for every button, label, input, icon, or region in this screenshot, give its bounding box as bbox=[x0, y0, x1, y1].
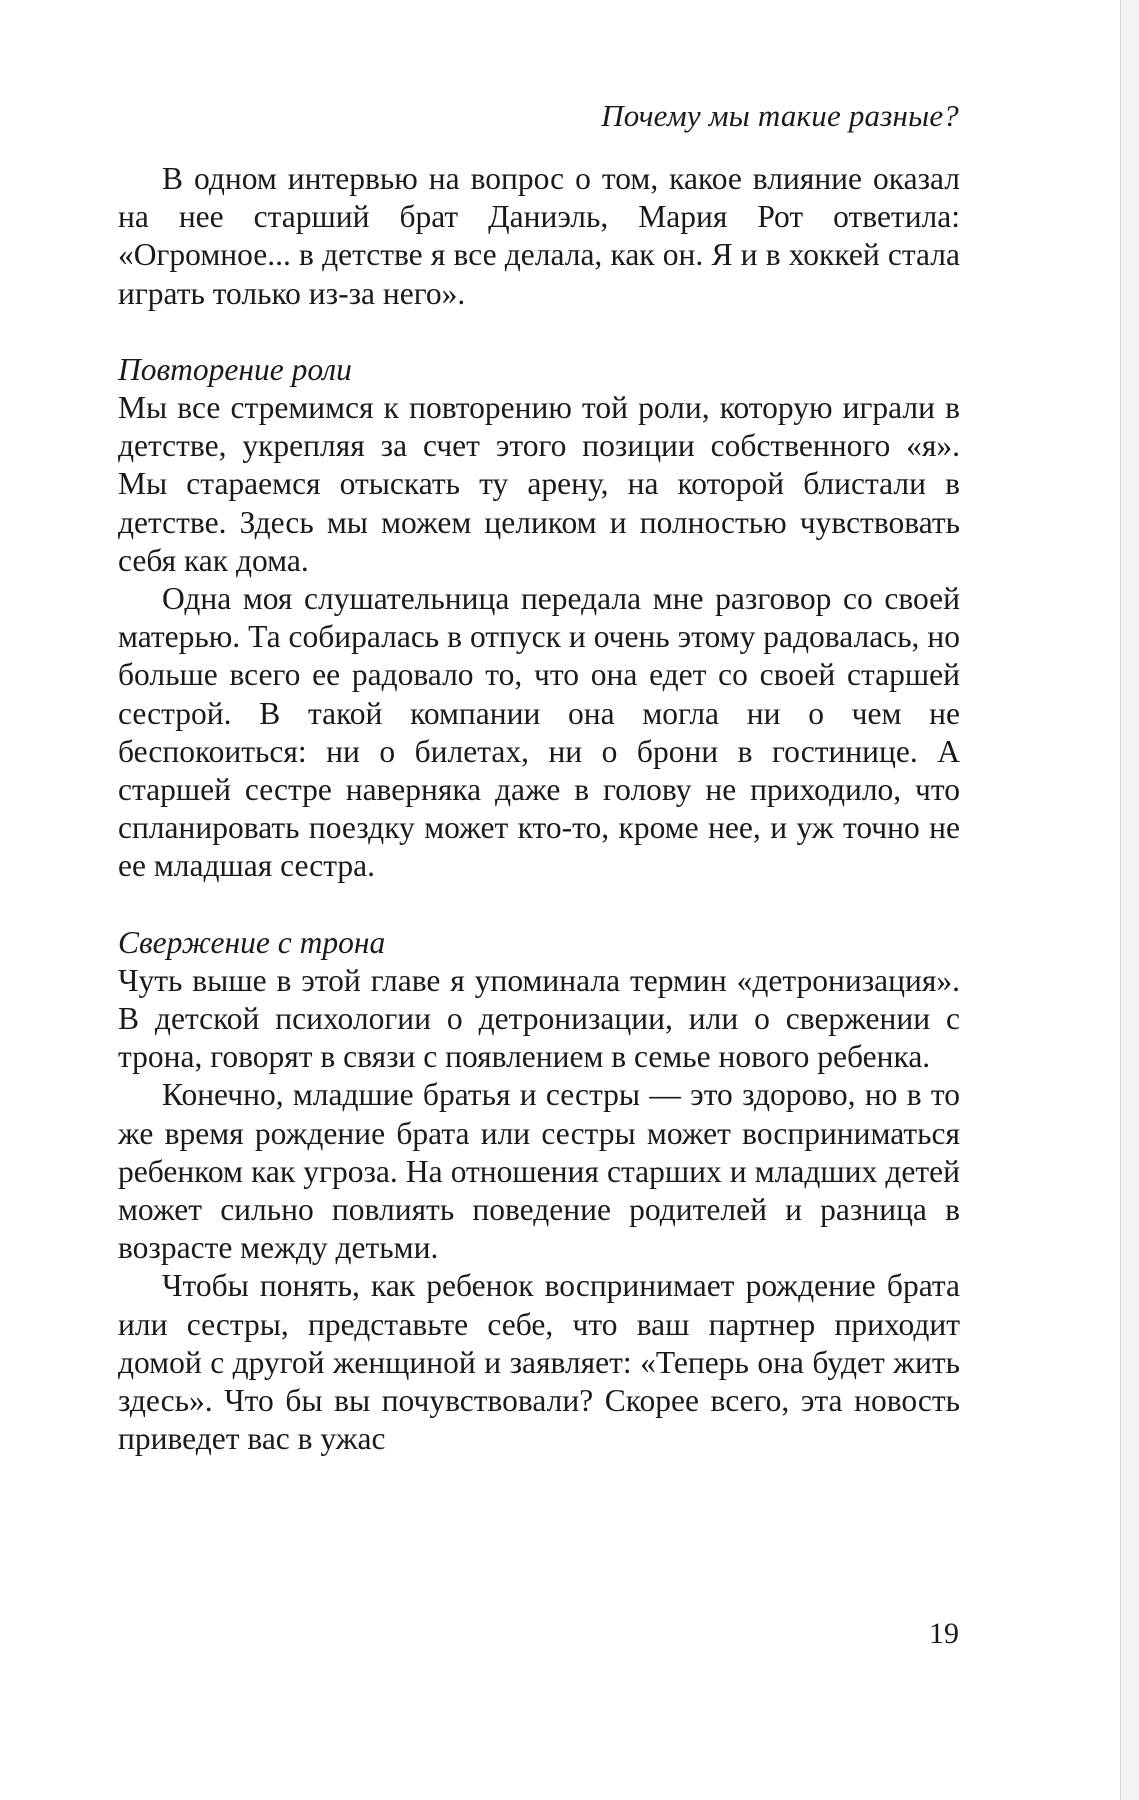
page-number: 19 bbox=[929, 1617, 959, 1650]
subheading-role-repetition: Повторение роли bbox=[118, 351, 352, 387]
paragraph-role-repetition: Мы все стремимся к повторению той роли, которую играли в детстве, укрепляя за счет этого позиции собственного «я». Мы стараемся отыскать ту арену, на которой блистали в детстве. Здесь мы можем целиком и полностью чувствовать себя как дома. bbox=[118, 390, 960, 578]
running-head: Почему мы такие разные? bbox=[601, 98, 959, 133]
paragraph-siblings-threat: Конечно, младшие братья и сестры — это здорово, но в то же время рождение брата или сестры может восприниматься ребенком как угроза. На отношения старших и младших детей может сильно повлиять поведение родителей и разница в возрасте между детьми. bbox=[118, 1077, 960, 1266]
body-text bbox=[118, 160, 960, 1459]
paragraph-interview: В одном интервью на вопрос о том, какое влияние оказал на нее старший брат Даниэль, Мария Рот ответила: «Огромное... в детстве я все делала, как он. Я и в хоккей стала играть только из-за него». bbox=[118, 161, 960, 311]
paragraph-partner-analogy: Чтобы понять, как ребенок воспринимает рождение брата или сестры, представьте себе, что ваш партнер приходит домой с другой женщиной и заявляет: «Теперь она будет жить здесь». Что бы вы почувствовали? Скорее всего, эта новость приведет вас в ужас bbox=[118, 1268, 960, 1457]
paragraph-listener-story: Одна моя слушательница передала мне разговор со своей матерью. Та собиралась в отпуск и очень этому радовалась, но больше всего ее радовало то, что она едет со своей старшей сестрой. В такой компании она могла ни о чем не беспокоиться: ни о билетах, ни о брони в гостинице. А старшей сестре наверняка даже в голову не приходило, что спланировать поездку может кто-то, кроме нее, и уж точно не ее младшая сестра. bbox=[118, 581, 960, 884]
page-edge-shadow bbox=[1120, 0, 1139, 1800]
paragraph-dethronement: Чуть выше в этой главе я упоминала термин «детронизация». В детской психологии о детронизации, или о свержении с трона, говорят в связи с появлением в семье нового ребенка. bbox=[118, 962, 960, 1075]
subheading-dethronement: Свержение с трона bbox=[118, 924, 386, 960]
